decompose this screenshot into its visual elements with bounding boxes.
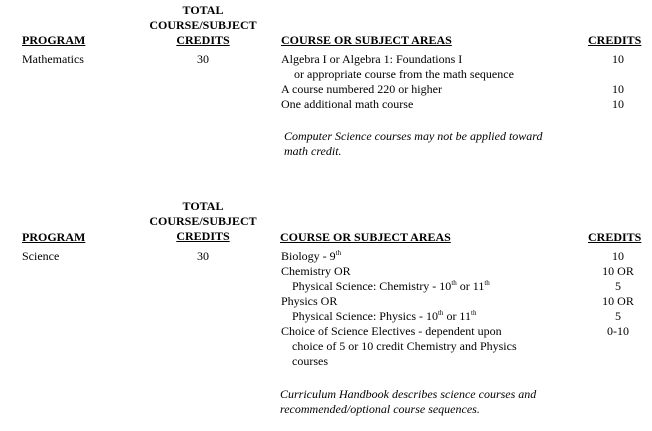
note-line: recommended/optional course sequences. [280,402,480,416]
total-header-line2: COURSE/SUBJECT [149,18,257,32]
credit-row: 10 [612,52,624,66]
credit-row: 10 [612,97,624,111]
area-row: Physics OR [281,294,338,308]
credits-header: CREDITS [588,230,642,244]
credit-row: 10 [612,249,624,263]
program-header: PROGRAM [22,33,86,47]
area-text: Physical Science: Physics - 10 [292,309,438,323]
program-name: Mathematics [22,52,84,66]
ordinal-suffix: th [335,249,342,257]
area-row: Algebra I or Algebra 1: Foundations I [281,52,463,66]
program-header: PROGRAM [22,230,86,244]
ordinal-suffix: th [471,309,477,317]
area-row: A course numbered 220 or higher [281,82,442,96]
area-row: One additional math course [281,97,414,111]
area-row: or appropriate course from the math sequence [294,67,514,81]
credit-row: 5 [615,309,621,323]
credit-row: 5 [615,279,621,293]
areas-header: COURSE OR SUBJECT AREAS [281,33,452,47]
ordinal-suffix: th [437,309,444,317]
total-header-line1: TOTAL [182,3,224,17]
area-row [281,249,341,264]
total-header-line3: CREDITS [176,229,230,243]
credit-row: 10 OR [602,294,634,308]
ordinal-suffix: th [451,279,457,287]
area-row: Choice of Science Electives - dependent upon [281,324,502,338]
areas-header: COURSE OR SUBJECT AREAS [280,230,451,244]
area-row: choice of 5 or 10 credit Chemistry and Physics [292,339,517,353]
credit-row: 10 OR [602,264,634,278]
total-credits: 30 [197,52,209,66]
area-text: Physical Science: Chemistry - 10 [292,279,452,293]
area-text: Biology - 9 [281,249,336,263]
area-text: or 11 [443,309,471,323]
area-row [292,309,476,324]
area-row [292,279,490,294]
note-line: Computer Science courses may not be applied toward [284,129,543,143]
area-row: Chemistry OR [281,264,351,278]
area-row: courses [292,354,328,368]
total-credits: 30 [197,249,209,263]
program-name: Science [22,249,60,263]
note-line: math credit. [284,144,342,158]
total-header-line3: CREDITS [176,33,230,47]
credits-header: CREDITS [588,33,642,47]
total-header-line1: TOTAL [182,199,224,213]
ordinal-suffix: th [484,279,490,287]
total-header-line2: COURSE/SUBJECT [149,214,257,228]
area-text: or 11 [456,279,485,293]
credit-row: 0-10 [607,324,629,338]
note-line: Curriculum Handbook describes science courses and [280,387,537,401]
credit-row: 10 [612,82,624,96]
